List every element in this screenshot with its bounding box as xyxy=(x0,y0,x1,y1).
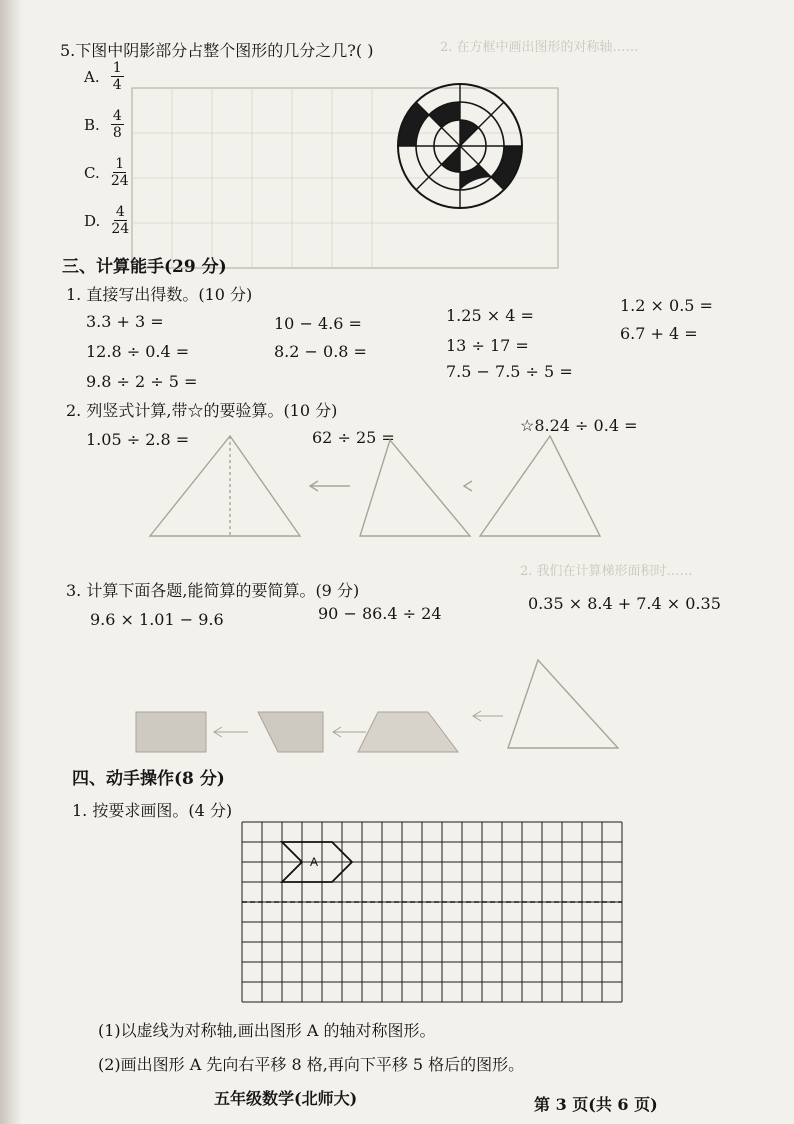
oral-calc-10: 7.5 − 7.5 ÷ 5 = xyxy=(446,362,573,381)
oral-calc-4: 1.2 × 0.5 = xyxy=(620,296,713,315)
drawing-grid[interactable] xyxy=(242,822,622,1002)
option-fraction: $\frac{4}{8}$ xyxy=(112,108,122,141)
oral-calc-6: 8.2 − 0.8 = xyxy=(274,342,367,361)
simplify-calc-1: 9.6 × 1.01 − 9.6 xyxy=(90,610,224,629)
oral-calc-3: 1.25 × 4 = xyxy=(446,306,534,325)
option-letter: B. xyxy=(84,115,100,134)
q5-answer-paren[interactable]: ( ) xyxy=(355,41,374,60)
footer-page: 第 3 页(共 6 页) xyxy=(534,1095,658,1114)
bleed-text-top: 2. 在方框中画出图形的对称轴…… xyxy=(440,40,639,55)
bleed-shape-sequence xyxy=(128,656,648,756)
oral-calc-8: 6.7 + 4 = xyxy=(620,324,698,343)
footer-subject: 五年级数学(北师大) xyxy=(214,1089,358,1108)
q5-number: 5. xyxy=(60,41,76,60)
vertical-calc-3: ☆8.24 ÷ 0.4 = xyxy=(520,416,638,435)
option-fraction: $\frac{1}{24}$ xyxy=(110,156,129,189)
q5-stem xyxy=(60,38,373,61)
option-fraction: $\frac{4}{24}$ xyxy=(111,204,130,237)
s3-q1-title: 1. 直接写出得数。(10 分) xyxy=(66,285,253,304)
simplify-calc-2: 90 − 86.4 ÷ 24 xyxy=(318,604,442,623)
vertical-calc-1: 1.05 ÷ 2.8 = xyxy=(86,430,190,449)
bleed-triangles xyxy=(150,436,650,556)
s4-sub2: (2)画出图形 A 先向右平移 8 格,再向下平移 5 格后的图形。 xyxy=(98,1055,525,1074)
section3-title: 三、计算能手(29 分) xyxy=(62,257,227,277)
q5-option-b[interactable] xyxy=(84,108,124,141)
left-edge-shadow xyxy=(0,0,22,1124)
s3-q3-title: 3. 计算下面各题,能简算的要简算。(9 分) xyxy=(66,581,360,600)
oral-calc-9: 9.8 ÷ 2 ÷ 5 = xyxy=(86,372,198,391)
option-letter: C. xyxy=(84,163,100,182)
q5-option-a[interactable] xyxy=(84,60,124,93)
section4-title: 四、动手操作(8 分) xyxy=(72,769,225,789)
s3-q2-title: 2. 列竖式计算,带☆的要验算。(10 分) xyxy=(66,401,338,420)
q5-option-c[interactable] xyxy=(84,156,129,189)
q5-circle-figure xyxy=(394,80,526,212)
simplify-calc-3: 0.35 × 8.4 + 7.4 × 0.35 xyxy=(528,594,721,613)
bleed-text-mid: 2. 我们在计算梯形面积时…… xyxy=(520,564,693,579)
s4-q1-title: 1. 按要求画图。(4 分) xyxy=(72,801,233,820)
shape-a-label: A xyxy=(309,855,319,869)
q5-text: 下图中阴影部分占整个图形的几分之几? xyxy=(75,41,356,60)
vertical-calc-2: 62 ÷ 25 = xyxy=(312,428,395,447)
oral-calc-2: 10 − 4.6 = xyxy=(274,314,362,333)
option-letter: D. xyxy=(84,211,101,230)
q5-option-d[interactable] xyxy=(84,204,129,237)
option-fraction: $\frac{1}{4}$ xyxy=(112,60,122,93)
option-letter: A. xyxy=(84,67,100,86)
oral-calc-7: 13 ÷ 17 = xyxy=(446,336,529,355)
s4-sub1: (1)以虚线为对称轴,画出图形 A 的轴对称图形。 xyxy=(98,1021,436,1040)
oral-calc-1: 3.3 + 3 = xyxy=(86,312,164,331)
oral-calc-5: 12.8 ÷ 0.4 = xyxy=(86,342,190,361)
